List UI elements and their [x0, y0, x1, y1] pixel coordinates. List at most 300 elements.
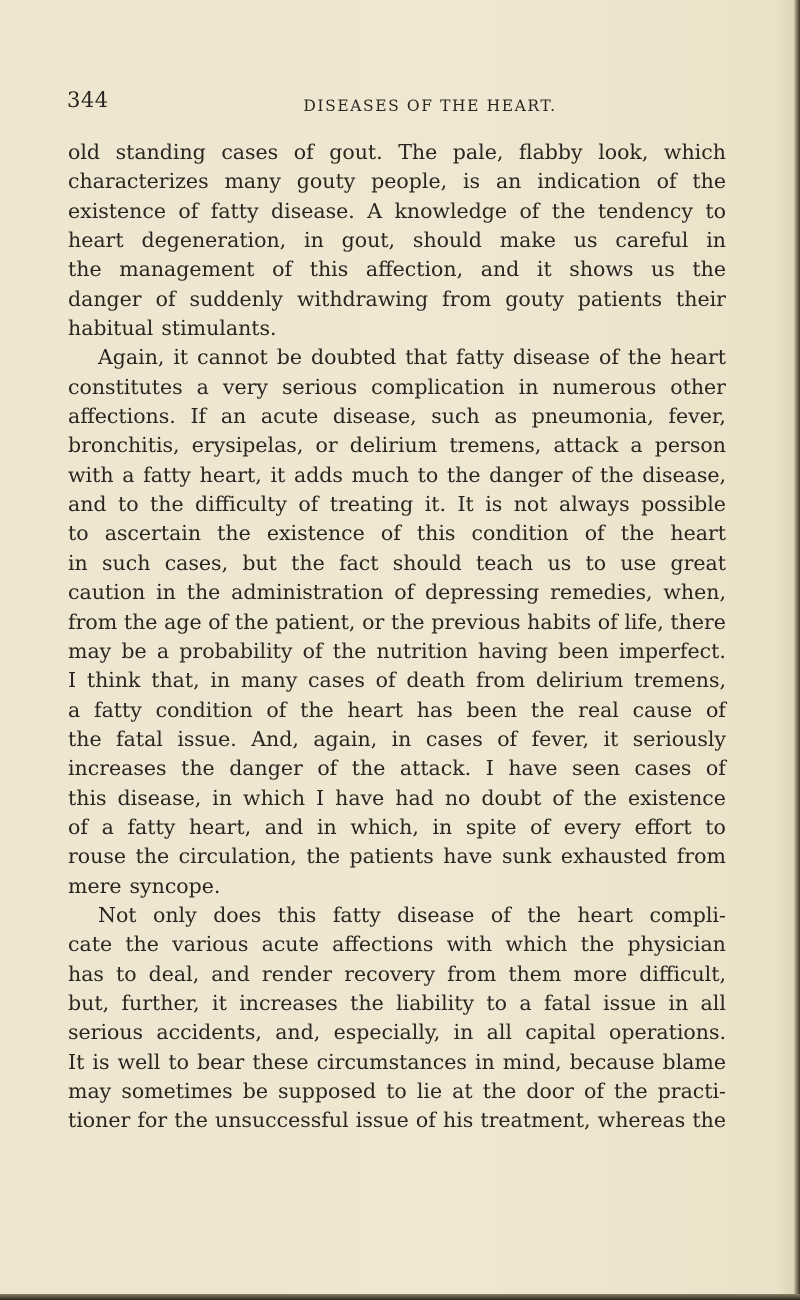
word: Again, [98, 345, 165, 370]
word: the [692, 1108, 726, 1133]
word: doubted [310, 345, 397, 370]
word: issue. [177, 726, 237, 751]
word: great [670, 550, 726, 575]
word: in [453, 1020, 474, 1045]
word: gouty [505, 286, 564, 311]
body-text [68, 138, 726, 1136]
word: an [220, 404, 247, 429]
word: cate [68, 932, 113, 957]
word: patients [349, 844, 434, 869]
word: compli- [649, 902, 726, 927]
word: of [705, 697, 726, 722]
word: tremens, [449, 433, 542, 458]
word: fever, [531, 726, 590, 751]
word: their [676, 286, 726, 311]
word: us [547, 550, 572, 575]
word: syncope. [129, 873, 221, 898]
text-line [68, 872, 726, 901]
word: cases [308, 668, 365, 693]
word: issue [603, 990, 657, 1015]
word: to [585, 550, 607, 575]
word: disease, [332, 404, 417, 429]
word: of [571, 462, 592, 487]
word: circulation, [178, 844, 297, 869]
word: The [398, 140, 438, 164]
word: And, [251, 726, 299, 751]
word: in [432, 814, 453, 839]
word: a [156, 638, 170, 663]
word: attack [553, 433, 619, 458]
word: fatal [116, 726, 163, 751]
word: sunk [501, 844, 552, 869]
word: person [654, 433, 726, 458]
word: the [350, 990, 384, 1015]
word: such [102, 550, 151, 575]
word: with [68, 462, 114, 487]
word: mind, [502, 1049, 562, 1074]
text-line [68, 666, 726, 695]
text-line [68, 402, 726, 431]
word: use [620, 550, 657, 575]
word: cases [634, 756, 692, 781]
word: I [316, 785, 325, 810]
text-line [68, 226, 726, 255]
page-number: 344 [67, 88, 109, 112]
word: depressing [425, 580, 540, 605]
word: heart [670, 345, 726, 370]
word: deal, [148, 961, 200, 986]
word: should [392, 550, 462, 575]
word: in [391, 726, 412, 751]
text-line [68, 373, 726, 402]
text-line [68, 901, 726, 930]
word: in [706, 228, 726, 253]
text-line [68, 930, 726, 959]
word: the [692, 169, 726, 194]
word: the [123, 609, 158, 634]
word: this [68, 785, 107, 810]
word: affections. [68, 404, 176, 429]
word: at [452, 1079, 473, 1103]
word: heart [670, 521, 726, 546]
word: It [457, 492, 474, 517]
word: ascertain [104, 521, 202, 546]
word: and, [275, 1020, 321, 1045]
word: fatty [332, 902, 381, 927]
word: in [304, 228, 324, 253]
word: think [86, 668, 141, 693]
word: the [332, 638, 367, 663]
word: be [242, 1079, 268, 1103]
word: look, [598, 140, 649, 164]
word: an [495, 169, 522, 194]
word: difficulty [195, 492, 287, 517]
word: be [121, 638, 147, 663]
text-line [68, 314, 726, 343]
word: the [390, 609, 425, 634]
word: well [117, 1049, 161, 1074]
word: heart, [199, 462, 262, 487]
word: having [478, 638, 548, 663]
word: of [380, 521, 401, 546]
text-line [68, 167, 726, 196]
word: people, [371, 169, 448, 194]
word: the [620, 521, 655, 546]
word: shows [569, 257, 634, 282]
word: that [405, 345, 448, 370]
word: supposed [278, 1079, 377, 1103]
word: disease. [271, 198, 355, 223]
word: a [196, 374, 209, 399]
word: to [116, 961, 137, 986]
text-line [68, 138, 726, 167]
text-line [68, 784, 726, 813]
word: been [558, 638, 609, 663]
word: heart [347, 697, 404, 722]
word: to [386, 1079, 407, 1103]
page-bottom-edge [0, 1294, 800, 1300]
word: because [569, 1049, 655, 1074]
word: previous [431, 609, 521, 634]
text-line [68, 608, 726, 637]
word: every [563, 814, 621, 839]
word: from [476, 668, 526, 693]
word: a [519, 990, 532, 1015]
word: this [416, 521, 456, 546]
word: possible [641, 492, 726, 517]
word: fatal [543, 990, 591, 1015]
word: circumstances [316, 1049, 467, 1074]
word: age [164, 609, 202, 634]
word: the [527, 902, 561, 927]
text-line [68, 1077, 726, 1106]
word: spite [465, 814, 517, 839]
word: in [210, 668, 231, 693]
word: indication [537, 169, 641, 194]
text-line [68, 578, 726, 607]
word: cases [221, 140, 279, 164]
word: blame [662, 1049, 726, 1074]
word: teach [475, 550, 534, 575]
word: it [212, 990, 227, 1015]
word: characterizes [68, 169, 209, 194]
word: of [68, 814, 88, 839]
word: practi- [657, 1079, 726, 1103]
word: disease [397, 902, 475, 927]
word: from [447, 961, 497, 986]
word: the [627, 345, 662, 370]
word: is [485, 492, 503, 517]
word: it [270, 462, 286, 487]
word: recovery [344, 961, 436, 986]
word: always [558, 492, 630, 517]
text-line [68, 431, 726, 460]
word: treating [329, 492, 414, 517]
word: increases [239, 990, 338, 1015]
word: of [266, 697, 287, 722]
word: condition [155, 697, 253, 722]
word: It [68, 1049, 85, 1074]
text-line [68, 1018, 726, 1047]
word: existence [627, 785, 726, 810]
word: patients [577, 286, 663, 311]
word: doubt [481, 785, 542, 810]
word: mere [68, 873, 122, 898]
word: and [68, 492, 107, 517]
word: fatty [93, 697, 142, 722]
word: flabby [518, 140, 583, 164]
word: degeneration, [141, 228, 287, 253]
word: withdrawing [297, 286, 429, 311]
word: such [431, 404, 480, 429]
word: should [412, 228, 482, 253]
word: have [508, 756, 558, 781]
word: effort [634, 814, 692, 839]
text-line [68, 285, 726, 314]
text-line [68, 490, 726, 519]
word: his [442, 1108, 474, 1133]
word: not [513, 492, 548, 517]
word: danger [68, 286, 142, 311]
word: serious [282, 374, 358, 399]
word: the [614, 1079, 648, 1103]
word: again, [313, 726, 378, 751]
word: of [584, 1079, 604, 1103]
page-edge-shadow [794, 0, 800, 1300]
word: may [68, 1079, 112, 1103]
word: but [242, 550, 277, 575]
text-line [68, 255, 726, 284]
word: it [603, 726, 619, 751]
word: the [306, 844, 340, 869]
word: standing [115, 140, 206, 164]
word: Not [98, 902, 137, 927]
word: of [272, 257, 293, 282]
word: of [298, 492, 319, 517]
word: pale, [452, 140, 504, 164]
word: of [415, 1108, 436, 1133]
word: of [519, 198, 540, 223]
word: adds [293, 462, 343, 487]
word: especially, [333, 1020, 441, 1045]
word: it. [424, 492, 446, 517]
word: delirium [535, 668, 624, 693]
text-line [68, 197, 726, 226]
word: the [125, 932, 159, 957]
text-line [68, 1048, 726, 1077]
word: many [240, 668, 298, 693]
word: this [309, 257, 349, 282]
word: all [486, 1020, 512, 1045]
word: bronchitis, [68, 433, 180, 458]
word: in [156, 580, 176, 605]
word: suddenly [189, 286, 283, 311]
word: in [212, 785, 233, 810]
word: management [119, 257, 255, 282]
word: or [362, 609, 385, 634]
word: had [395, 785, 434, 810]
word: fatty [456, 345, 504, 370]
word: the [150, 492, 184, 517]
word: the [692, 257, 726, 282]
word: and [264, 814, 304, 839]
word: make [499, 228, 556, 253]
word: careful [615, 228, 689, 253]
word: further, [121, 990, 200, 1015]
word: is [462, 169, 481, 194]
word: of [497, 726, 518, 751]
word: probability [179, 638, 293, 663]
word: a [122, 462, 135, 487]
word: the [234, 609, 269, 634]
word: there [670, 609, 726, 634]
text-line [68, 960, 726, 989]
word: old [68, 140, 101, 164]
word: habits [527, 609, 592, 634]
word: of [317, 756, 338, 781]
word: danger [489, 462, 563, 487]
word: of [375, 668, 396, 693]
word: a [68, 697, 81, 722]
word: when, [663, 580, 726, 605]
text-line [68, 725, 726, 754]
word: difficult, [639, 961, 726, 986]
word: various [172, 932, 249, 957]
word: disease, [117, 785, 202, 810]
word: in [668, 990, 689, 1015]
word: fatty [127, 814, 176, 839]
word: fatty [143, 462, 191, 487]
word: the [482, 1079, 517, 1103]
word: the [291, 550, 325, 575]
word: in [316, 814, 337, 839]
word: which [505, 932, 568, 957]
word: heart, [188, 814, 252, 839]
word: treatment, [480, 1108, 591, 1133]
word: which, [350, 814, 419, 839]
word: cases, [164, 550, 229, 575]
word: cases [425, 726, 483, 751]
word: serious [68, 1020, 144, 1045]
word: in [518, 374, 539, 399]
word: A [367, 198, 383, 223]
word: danger [229, 756, 303, 781]
word: no [444, 785, 471, 810]
word: nutrition [376, 638, 468, 663]
word: door [526, 1079, 574, 1103]
word: rouse [68, 844, 126, 869]
word: cannot [197, 345, 268, 370]
word: pneumonia, [531, 404, 654, 429]
word: bear [197, 1049, 245, 1074]
word: of [599, 345, 619, 370]
word: the [580, 932, 615, 957]
word: from [676, 844, 726, 869]
word: constitutes [68, 374, 183, 399]
word: affections [332, 932, 434, 957]
word: physician [627, 932, 726, 957]
word: many [224, 169, 281, 194]
word: lie [416, 1079, 443, 1103]
word: If [190, 404, 207, 429]
word: may [68, 638, 112, 663]
word: fatty [210, 198, 259, 223]
word: the [217, 521, 251, 546]
word: in [68, 550, 88, 575]
word: exhausted [560, 844, 668, 869]
word: these [252, 1049, 309, 1074]
word: tioner [68, 1108, 131, 1133]
word: has [68, 961, 104, 986]
word: heart [577, 902, 633, 927]
word: erysipelas, [191, 433, 304, 458]
word: us [573, 228, 598, 253]
text-line [68, 989, 726, 1018]
word: of [155, 286, 176, 311]
word: which [243, 785, 306, 810]
word: condition [471, 521, 569, 546]
text-line [68, 754, 726, 783]
word: as [494, 404, 518, 429]
text-line [68, 813, 726, 842]
word: the [181, 756, 215, 781]
word: caution [68, 580, 146, 605]
word: more [573, 961, 628, 986]
word: acute [260, 404, 319, 429]
word: from [442, 286, 492, 311]
word: of [597, 609, 618, 634]
word: of [705, 756, 726, 781]
word: the [583, 785, 617, 810]
word: issue [355, 1108, 409, 1133]
word: cause [632, 697, 693, 722]
word: the [68, 257, 102, 282]
word: other [670, 374, 726, 399]
word: render [261, 961, 333, 986]
word: is [92, 1049, 110, 1074]
word: imperfect. [618, 638, 726, 663]
word: be [276, 345, 303, 370]
word: tendency [597, 198, 693, 223]
word: of [490, 902, 511, 927]
word: for [137, 1108, 168, 1133]
word: of [293, 140, 314, 164]
word: that, [151, 668, 200, 693]
word: to [68, 521, 89, 546]
word: much [351, 462, 409, 487]
word: administration [231, 580, 384, 605]
word: have [335, 785, 385, 810]
word: capital [525, 1020, 596, 1045]
word: unsuccessful [215, 1108, 349, 1133]
word: of [178, 198, 199, 223]
word: affection, [365, 257, 464, 282]
word: numerous [552, 374, 657, 399]
word: the [351, 756, 386, 781]
running-head: DISEASES OF THE HEART. [303, 97, 557, 115]
word: seen [572, 756, 620, 781]
word: real [578, 697, 619, 722]
word: all [700, 990, 726, 1015]
word: to [705, 198, 726, 223]
word: of [552, 785, 573, 810]
word: it [536, 257, 552, 282]
word: a [630, 433, 643, 458]
word: it [173, 345, 189, 370]
word: the [551, 198, 586, 223]
text-line [68, 696, 726, 725]
word: of [394, 580, 415, 605]
